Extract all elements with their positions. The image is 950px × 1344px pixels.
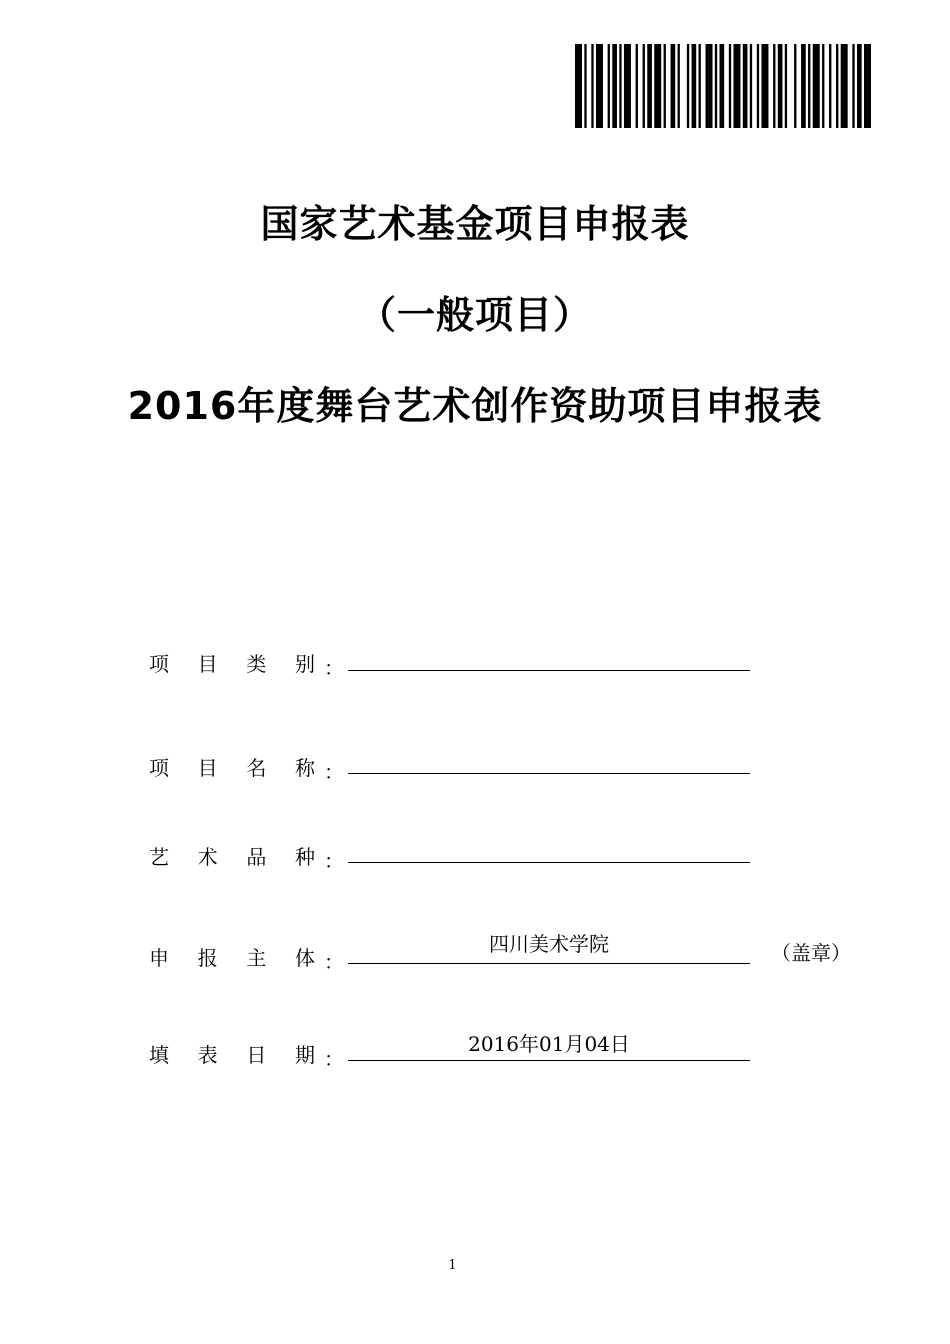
program-title: 2016年度舞台艺术创作资助项目申报表	[127, 384, 823, 428]
field-label-fill-date: 填 表 日 期	[149, 1043, 315, 1067]
barcode-icon	[575, 44, 871, 128]
field-label-category: 项 目 类 别	[149, 652, 315, 676]
fill-date-input-line[interactable]	[348, 1060, 750, 1061]
field-label-applicant: 申 报 主 体	[149, 946, 315, 970]
colon: ：	[324, 950, 344, 974]
main-title: 国家艺术基金项目申报表	[260, 202, 690, 246]
name-input-line[interactable]	[348, 773, 750, 774]
applicant-input-line[interactable]	[348, 963, 750, 964]
colon: ：	[324, 656, 344, 680]
applicant-value[interactable]: 四川美术学院	[489, 932, 609, 956]
colon: ：	[324, 849, 344, 873]
field-label-name: 项 目 名 称	[149, 756, 315, 780]
colon: ：	[324, 760, 344, 784]
field-label-art-type: 艺 术 品 种	[149, 845, 315, 869]
colon: ：	[324, 1047, 344, 1071]
fill-date-value[interactable]: 2016年01月04日	[468, 1032, 630, 1056]
subtitle: （一般项目）	[357, 293, 592, 337]
art-type-input-line[interactable]	[348, 862, 750, 863]
page-number: 1	[448, 1258, 457, 1273]
category-input-line[interactable]	[348, 670, 750, 671]
seal-note: （盖章）	[771, 941, 851, 965]
